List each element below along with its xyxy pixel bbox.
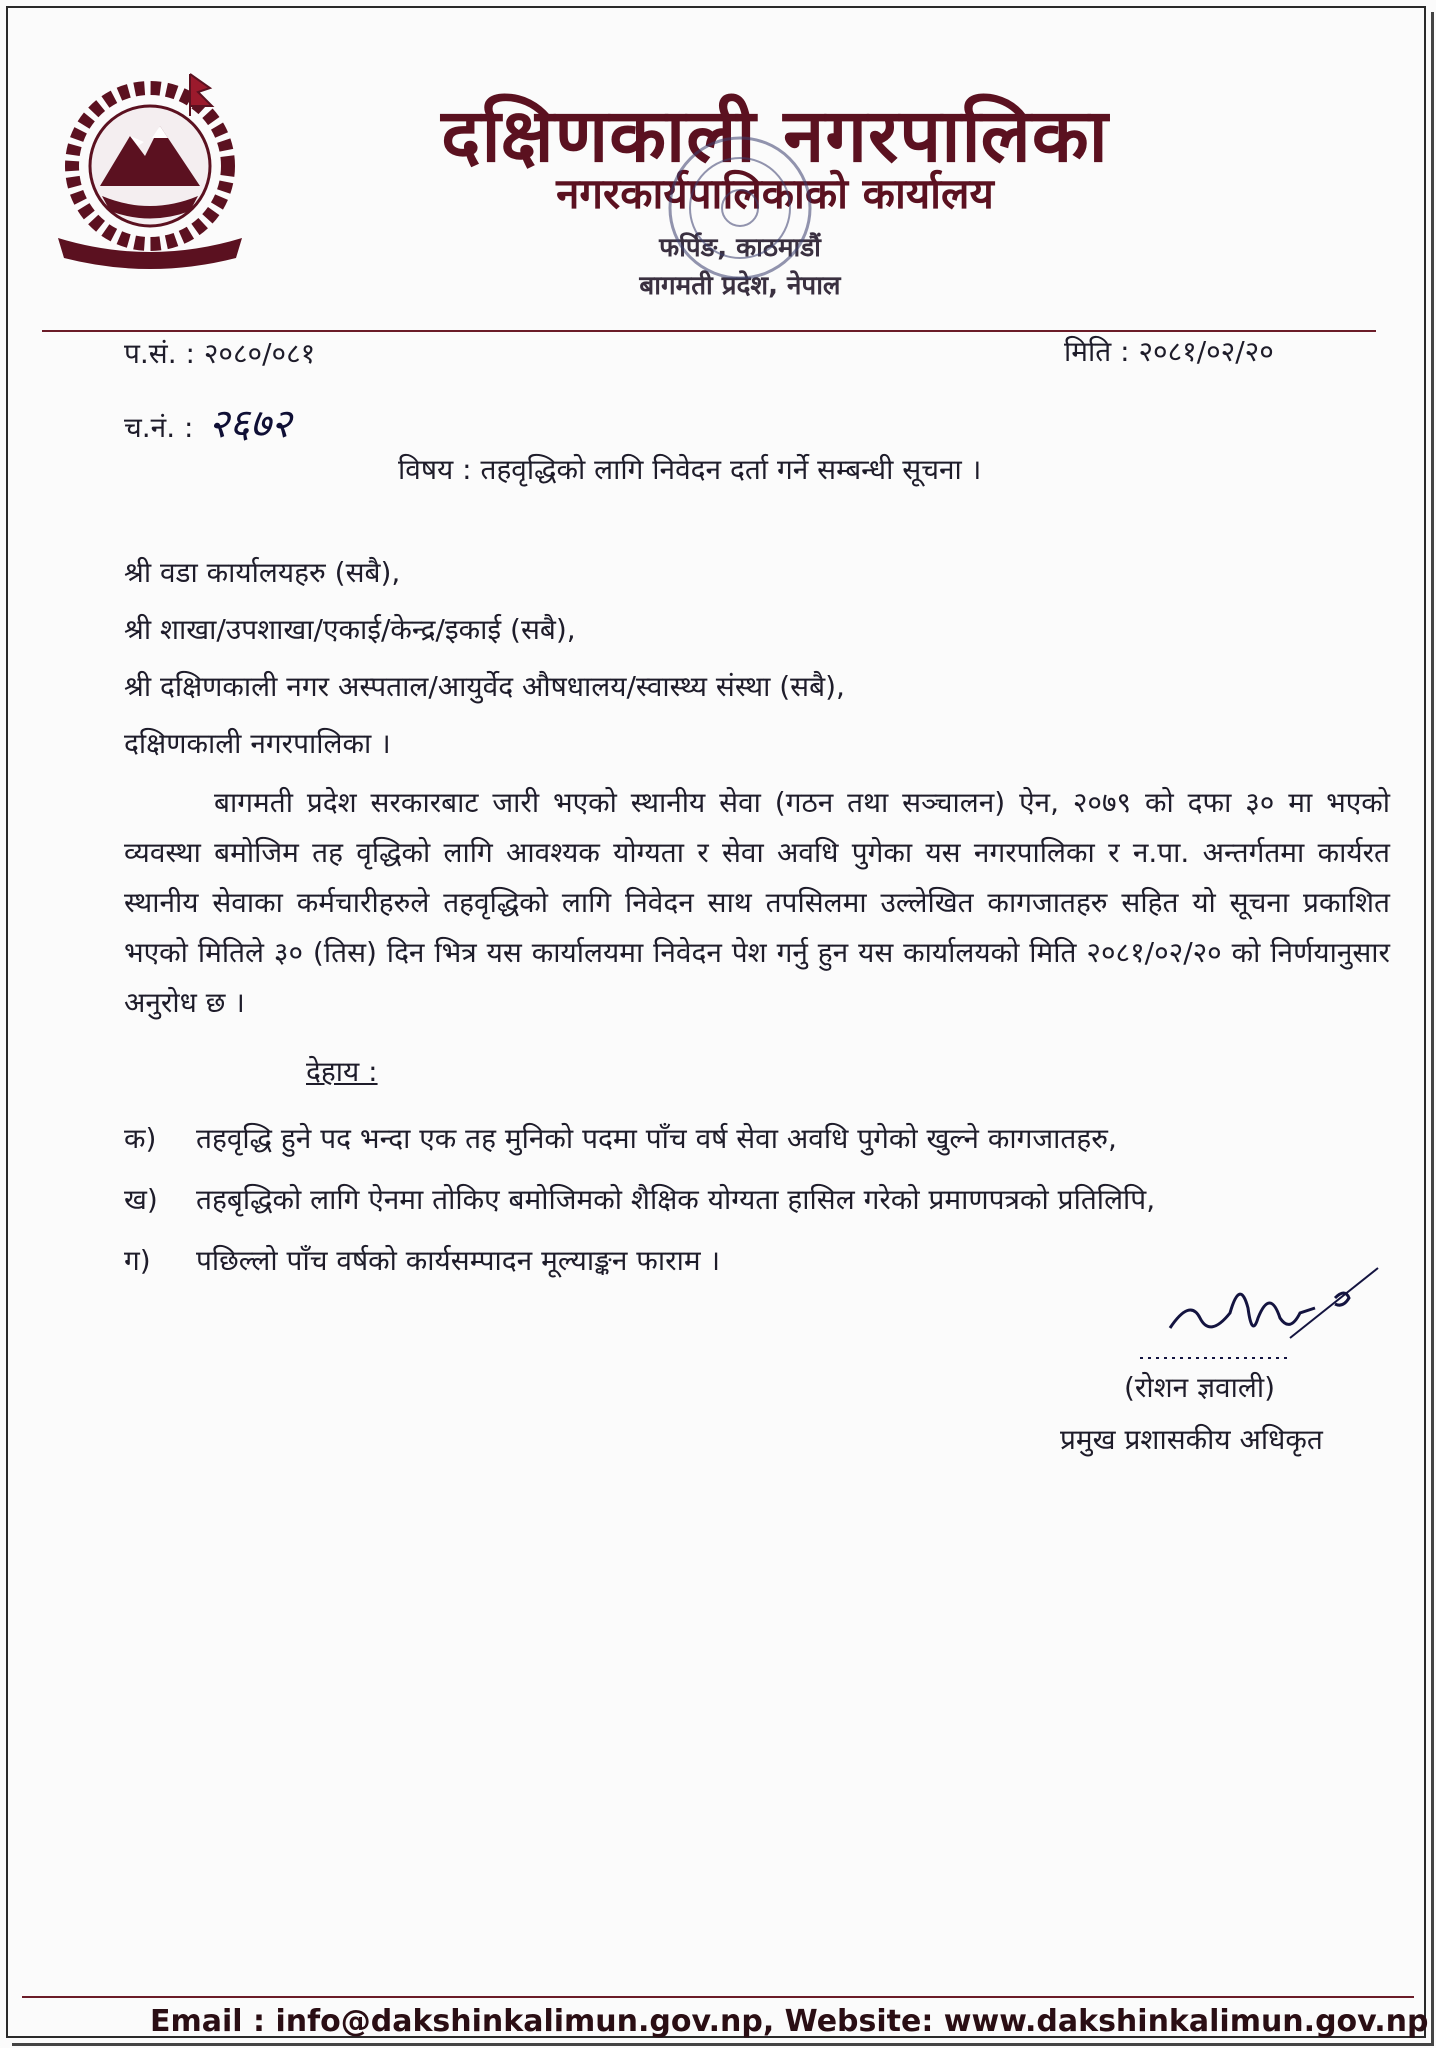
annex-item (124, 1108, 1155, 1169)
annex-text: तहवृद्धि हुने पद भन्दा एक तह मुनिको पदमा पाँच वर्ष सेवा अवधि पुगेको खुल्ने कागजातहरु, (196, 1122, 1117, 1155)
annex-text: पछिल्लो पाँच वर्षको कार्यसम्पादन मूल्याङ्कन फाराम । (196, 1244, 721, 1277)
reference-number (124, 334, 315, 372)
annex-marker: ख) (124, 1183, 158, 1216)
recipient-line: श्री दक्षिणकाली नगर अस्पताल/आयुर्वेद औषधालय/स्वास्थ्य संस्था (सबै), (124, 670, 845, 703)
recipient-line: श्री शाखा/उपशाखा/एकाई/केन्द्र/इकाई (सबै), (124, 613, 576, 646)
signatory-title: प्रमुख प्रशासकीय अधिकृत (1060, 1423, 1323, 1456)
reference-label: प.सं. : (124, 337, 195, 370)
annex-list (124, 1108, 1155, 1291)
signatory-name: (रोशन ज्ञवाली) (1124, 1371, 1276, 1404)
annex-marker: क) (124, 1122, 157, 1155)
recipient-line: श्री वडा कार्यालयहरु (सबै), (124, 556, 401, 589)
annex-text: तहबृद्धिको लागि ऐनमा तोकिए बमोजिमको शैक्षिक योग्यता हासिल गरेको प्रमाणपत्रको प्रतिलिपि, (196, 1183, 1156, 1216)
address-line-1: फर्पिङ, काठमाडौं (659, 233, 821, 263)
dispatch-value: २६७२ (208, 401, 292, 447)
recipients-list (124, 544, 845, 772)
nepal-emblem-icon (40, 66, 260, 276)
recipient-line: दक्षिणकाली नगरपालिका । (124, 727, 391, 760)
notice-body: बागमती प्रदेश सरकारबाट जारी भएको स्थानीय सेवा (गठन तथा सञ्चालन) ऐन, २०७९ को दफा ३० मा भएको व्यवस्था बमोजिम तह वृद्धिको लागि आवश्यक योग्यता र सेवा अवधि पुगेका यस नगरपालिका र न.पा. अन्तर्गतमा कार्यरत स्थानीय सेवाका कर्मचारीहरुले तहवृद्धिको लागि निवेदन साथ तपसिलमा उल्लेखित कागजातहरु सहित यो सूचना प्रकाशित भएको मितिले ३० (तिस) दिन भित्र यस कार्यालयमा निवेदन पेश गर्नु हुन यस कार्यालयको मिति २०८१/०२/२० को निर्णयानुसार अनुरोध छ । (124, 786, 1390, 1019)
office-stamp-icon (650, 118, 830, 318)
dispatch-label: च.नं. : (124, 411, 194, 444)
annex-item (124, 1230, 1155, 1291)
date-value: २०८१/०२/२० (1138, 335, 1274, 368)
dispatch-number (124, 394, 292, 449)
annex-heading: देहाय : (306, 1055, 378, 1088)
date-label: मिति : (1064, 335, 1130, 368)
letter-date (1064, 332, 1274, 370)
annex-marker: ग) (124, 1244, 151, 1277)
annex-item (124, 1169, 1155, 1230)
footer-divider (22, 1996, 1414, 1998)
reference-value: २०८०/०८१ (203, 337, 316, 370)
handwritten-signature-icon (1140, 1258, 1380, 1368)
footer-contact: Email : info@dakshinkalimun.gov.np, Website: www.dakshinkalimun.gov.np (150, 2004, 1429, 2039)
address-line-2: बागमती प्रदेश, नेपाल (639, 271, 841, 301)
organization-name: दक्षिणकाली नगरपालिका (441, 93, 1109, 179)
subject-line: विषय : तहवृद्धिको लागि निवेदन दर्ता गर्ने सम्बन्धी सूचना । (398, 453, 982, 486)
office-name: नगरकार्यपालिकाको कार्यालय (556, 169, 994, 218)
